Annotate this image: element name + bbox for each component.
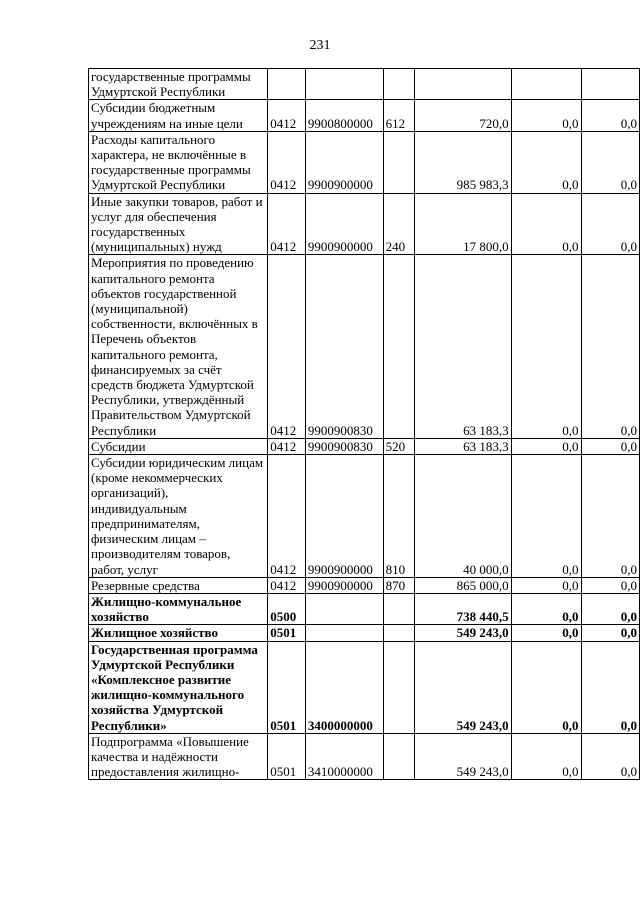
row-name-cell: Мероприятия по проведению капитального ремонта объектов государственной (муниципальной) собственности, включённых в Перечень объектов капитального ремонта, финансируемых за счёт средств бюджета Удмуртской Республики, утверждённый Правительством Удмуртской Республики [89,255,268,438]
row-amount-2-cell: 0,0 [511,593,581,624]
row-code-cell [305,593,383,624]
row-amount-2-cell: 0,0 [511,438,581,454]
table-row [89,100,640,131]
row-code-cell [305,625,383,641]
row-amount-cell: 865 000,0 [415,577,511,593]
row-type-cell: 612 [383,100,415,131]
row-amount-2-cell: 0,0 [511,455,581,578]
row-amount-cell: 63 183,3 [415,438,511,454]
row-amount-2-cell: 0,0 [511,100,581,131]
row-section-cell: 0501 [268,641,306,733]
row-type-cell [383,593,415,624]
row-amount-3-cell: 0,0 [581,255,639,438]
row-amount-2-cell: 0,0 [511,131,581,193]
row-amount-2-cell: 0,0 [511,733,581,780]
row-name-cell: государственные программы Удмуртской Республики [89,69,268,100]
row-name-cell: Иные закупки товаров, работ и услуг для обеспечения государственных (муниципальных) нужд [89,193,268,255]
row-type-cell [383,641,415,733]
table-row [89,255,640,438]
row-name-cell: Государственная программа Удмуртской Республики «Комплексное развитие жилищно-коммунального хозяйства Удмуртской Республики» [89,641,268,733]
row-section-cell: 0412 [268,577,306,593]
row-code-cell: 9900900000 [305,455,383,578]
row-amount-3-cell: 0,0 [581,641,639,733]
row-section-cell: 0412 [268,438,306,454]
row-section-cell: 0501 [268,733,306,780]
row-amount-2-cell: 0,0 [511,641,581,733]
row-amount-3-cell: 0,0 [581,438,639,454]
table-row [89,577,640,593]
row-code-cell: 3400000000 [305,641,383,733]
row-amount-cell: 985 983,3 [415,131,511,193]
row-amount-cell: 63 183,3 [415,255,511,438]
table-row [89,69,640,100]
row-section-cell: 0412 [268,100,306,131]
row-amount-3-cell: 0,0 [581,131,639,193]
row-amount-3-cell: 0,0 [581,193,639,255]
row-amount-cell: 549 243,0 [415,733,511,780]
row-type-cell [383,131,415,193]
table-row [89,455,640,578]
table-row [89,438,640,454]
budget-table-body [89,69,640,780]
row-name-cell: Субсидии [89,438,268,454]
row-amount-3-cell: 0,0 [581,733,639,780]
table-row [89,625,640,641]
row-section-cell: 0412 [268,255,306,438]
table-row [89,593,640,624]
row-amount-3-cell [581,69,639,100]
row-code-cell: 3410000000 [305,733,383,780]
row-code-cell: 9900800000 [305,100,383,131]
page-number: 231 [309,38,331,53]
row-code-cell [305,69,383,100]
row-amount-cell: 40 000,0 [415,455,511,578]
row-code-cell: 9900900000 [305,193,383,255]
row-amount-3-cell: 0,0 [581,100,639,131]
row-amount-cell: 549 243,0 [415,625,511,641]
row-name-cell: Жилищное хозяйство [89,625,268,641]
table-row [89,641,640,733]
row-amount-cell: 720,0 [415,100,511,131]
row-amount-cell: 17 800,0 [415,193,511,255]
row-amount-3-cell: 0,0 [581,577,639,593]
row-type-cell [383,69,415,100]
row-amount-2-cell: 0,0 [511,577,581,593]
table-row [89,733,640,780]
row-amount-3-cell: 0,0 [581,593,639,624]
row-code-cell: 9900900000 [305,577,383,593]
row-section-cell: 0412 [268,131,306,193]
row-code-cell: 9900900000 [305,131,383,193]
row-amount-cell: 549 243,0 [415,641,511,733]
row-type-cell: 520 [383,438,415,454]
row-section-cell [268,69,306,100]
row-name-cell: Подпрограмма «Повышение качества и надёжности предоставления жилищно- [89,733,268,780]
row-type-cell: 810 [383,455,415,578]
row-type-cell: 870 [383,577,415,593]
row-name-cell: Жилищно-коммунальное хозяйство [89,593,268,624]
row-name-cell: Резервные средства [89,577,268,593]
row-type-cell [383,625,415,641]
row-section-cell: 0500 [268,593,306,624]
row-amount-3-cell: 0,0 [581,625,639,641]
row-name-cell: Субсидии юридическим лицам (кроме некоммерческих организаций), индивидуальным предпринимателям, физическим лицам – производителям товаров, работ, услуг [89,455,268,578]
row-amount-2-cell: 0,0 [511,193,581,255]
row-name-cell: Расходы капитального характера, не включённые в государственные программы Удмуртской Республики [89,131,268,193]
row-section-cell: 0412 [268,193,306,255]
row-amount-cell: 738 440,5 [415,593,511,624]
row-section-cell: 0501 [268,625,306,641]
row-type-cell [383,733,415,780]
table-row [89,193,640,255]
row-amount-cell [415,69,511,100]
table-row [89,131,640,193]
row-type-cell [383,255,415,438]
row-amount-3-cell: 0,0 [581,455,639,578]
row-code-cell: 9900900830 [305,255,383,438]
row-type-cell: 240 [383,193,415,255]
row-name-cell: Субсидии бюджетным учреждениям на иные цели [89,100,268,131]
row-section-cell: 0412 [268,455,306,578]
row-amount-2-cell [511,69,581,100]
budget-table [88,68,640,780]
row-code-cell: 9900900830 [305,438,383,454]
row-amount-2-cell: 0,0 [511,255,581,438]
row-amount-2-cell: 0,0 [511,625,581,641]
